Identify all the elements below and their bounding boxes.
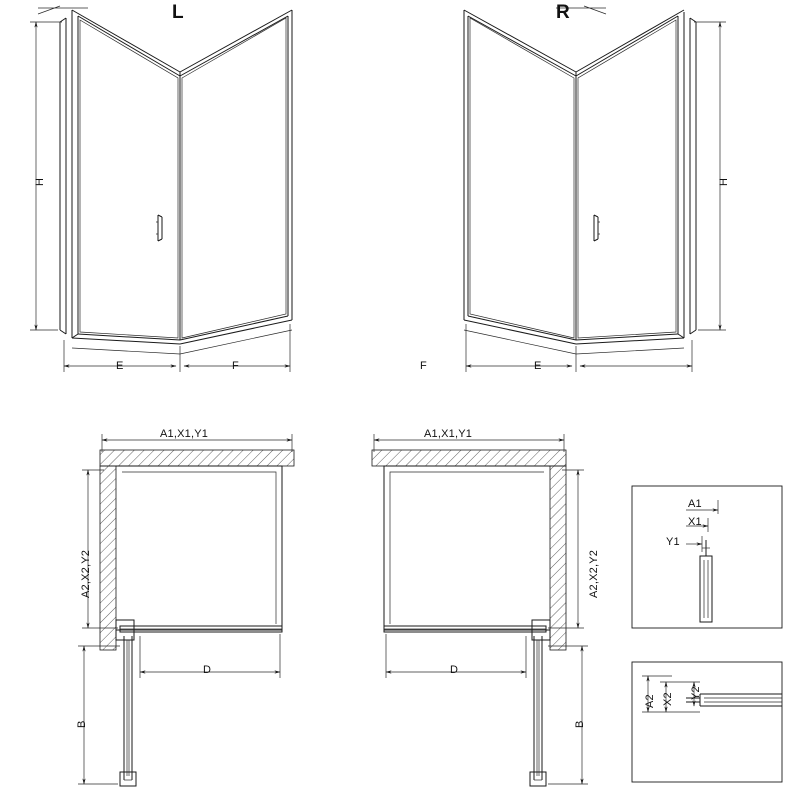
detail-label-x1: X1 <box>688 516 702 528</box>
dim-b-left: B <box>76 720 88 728</box>
dim-f-left: F <box>232 360 239 372</box>
plan-right-view <box>372 434 588 786</box>
detail-label-a1: A1 <box>688 498 702 510</box>
detail-label-x2: X2 <box>662 692 674 706</box>
elevation-right-label: R <box>556 2 570 23</box>
detail-label-y2: Y2 <box>690 686 702 700</box>
elevation-left-label: L <box>172 2 184 23</box>
elevation-right-view <box>464 6 726 372</box>
dim-b-right: B <box>574 720 586 728</box>
elevation-left-view <box>30 6 292 372</box>
dim-f-right: F <box>420 360 427 372</box>
dim-d-left: D <box>203 664 212 676</box>
detail-bottom-view <box>632 662 782 782</box>
dim-d-right: D <box>450 664 459 676</box>
dim-h-left: H <box>34 177 46 186</box>
dim-a2x2y2-right: A2,X2,Y2 <box>588 549 600 598</box>
detail-label-a2: A2 <box>644 694 656 708</box>
dim-h-right: H <box>718 177 730 186</box>
dim-a1x1y1-right: A1,X1,Y1 <box>424 428 473 440</box>
plan-left-view <box>78 434 294 786</box>
detail-top-view <box>632 486 782 628</box>
dim-a2x2y2-left: A2,X2,Y2 <box>80 549 92 598</box>
dim-a1x1y1-left: A1,X1,Y1 <box>160 428 209 440</box>
detail-label-y1: Y1 <box>666 536 680 548</box>
dim-e-right: E <box>534 360 542 372</box>
dim-e-left: E <box>116 360 124 372</box>
